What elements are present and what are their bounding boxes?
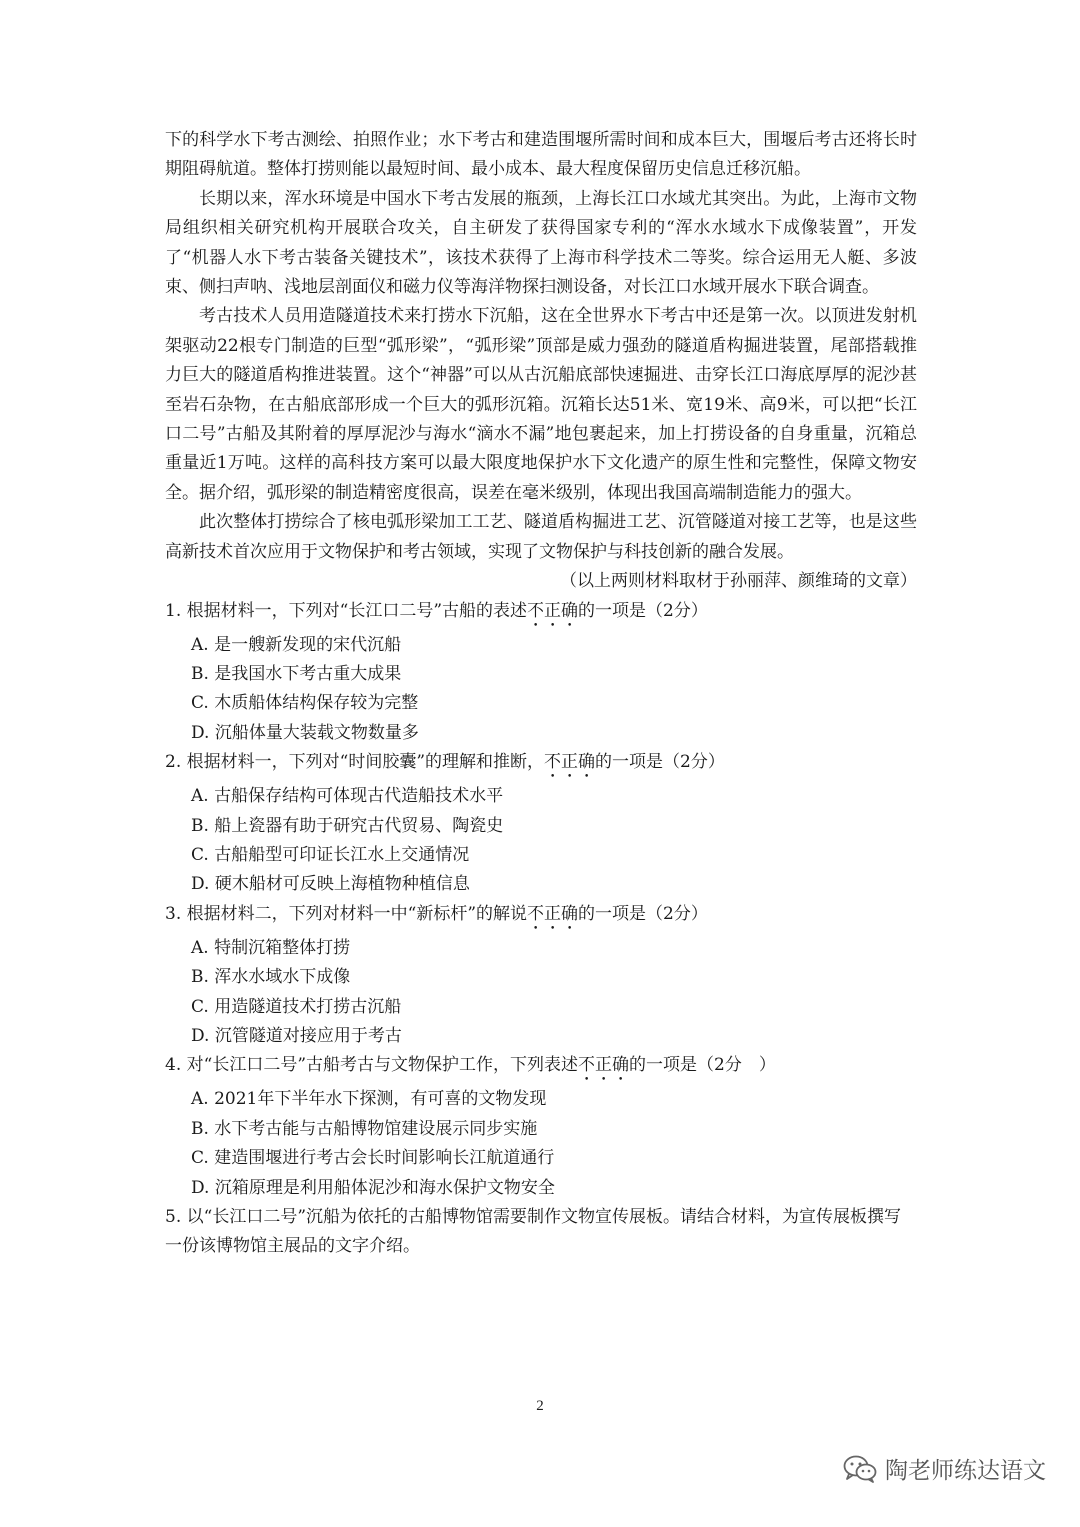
question-stem (165, 900, 917, 934)
document-body (165, 126, 917, 1262)
option-c: C. 木质船体结构保存较为完整 (191, 693, 419, 714)
question-2 (165, 748, 917, 900)
stem-text: 的一项是（2分 ） (629, 1055, 776, 1076)
question-stem: 5. 以“长江口二号”沉船为依托的古船博物馆需要制作文物宣传展板。请结合材料，为宣传展板撰写一份该博物馆主展品的文字介绍。 (165, 1207, 902, 1257)
option-a: A. 2021年下半年水下探测，有可喜的文物发现 (191, 1089, 547, 1110)
paragraph-tunnel-technique: 考古技术人员用造隧道技术来打捞水下沉船，这在全世界水下考古中还是第一次。以顶进发射机架驱动22根专门制造的巨型“弧形梁”，“弧形梁”顶部是威力强劲的隧道盾构掘进装置，尾部搭载推力巨大的隧道盾构推进装置。这个“神器”可以从古沉船底部快速掘进、击穿长江口海底厚厚的泥沙甚至岩石杂物，在古船底部形成一个巨大的弧形沉箱。沉箱长达51米、宽19米、高9米，可以把“长江口二号”古船及其附着的厚厚泥沙与海水“滴水不漏”地包裹起来，加上打捞设备的自身重量，沉箱总重量近1万吨。这样的高科技方案可以最大限度地保护水下文化遗产的原生性和完整性，保障文物安全。据介绍，弧形梁的制造精密度很高，误差在毫米级别，体现出我国高端制造能力的强大。 (165, 306, 917, 503)
option-b: B. 船上瓷器有助于研究古代贸易、陶瓷史 (191, 815, 504, 836)
stem-text: 1. 根据材料一，下列对“长江口二号”古船的表述 (165, 600, 528, 621)
paragraph-muddy-water: 长期以来，浑水环境是中国水下考古发展的瓶颈，上海长江口水域尤其突出。为此，上海市文物局组织相关研究机构开展联合攻关，自主研发了获得国家专利的“浑水水域水下成像装置”，开发了“机器人水下考古装备关键技术”，该技术获得了上海市科学技术二等奖。综合运用无人艇、多波束、侧扫声呐、浅地层剖面仪和磁力仪等海洋物探扫测设备，对长江口水域开展水下联合调查。 (165, 188, 917, 298)
question-4 (165, 1051, 917, 1203)
option-a: A. 特制沉箱整体打捞 (191, 937, 351, 958)
option-b: B. 水下考古能与古船博物馆建设展示同步实施 (191, 1118, 538, 1139)
stem-text: 的一项是（2分） (578, 903, 708, 924)
stem-text: 3. 根据材料二，下列对材料一中“新标杆”的解说 (165, 903, 528, 924)
stem-text: 4. 对“长江口二号”古船考古与文物保护工作，下列表述 (165, 1055, 579, 1076)
wechat-icon (843, 1455, 877, 1483)
option-c: C. 用造隧道技术打捞古沉船 (191, 996, 402, 1017)
stem-text: 2. 根据材料一，下列对“时间胶囊”的理解和推断， (165, 752, 545, 773)
question-1 (165, 597, 917, 749)
option-d: D. 沉箱原理是利用船体泥沙和海水保护文物安全 (191, 1177, 555, 1198)
paragraph-continued: 下的科学水下考古测绘、拍照作业；水下考古和建造围堰所需时间和成本巨大，围堰后考古还将长时期阻碍航道。整体打捞则能以最短时间、最小成本、最大程度保留历史信息迁移沉船。 (165, 130, 917, 180)
source-note: （以上两则材料取材于孙丽萍、颜维琦的文章） (560, 571, 917, 592)
stem-text: 的一项是（2分） (595, 752, 725, 773)
option-a: A. 古船保存结构可体现古代造船技术水平 (191, 786, 504, 807)
stem-text: 的一项是（2分） (578, 600, 708, 621)
option-d: D. 沉船体量大装载文物数量多 (191, 722, 419, 743)
question-stem (165, 597, 917, 631)
emphasis-text: 不正确 (527, 600, 579, 621)
option-b: B. 是我国水下考古重大成果 (191, 663, 402, 684)
question-stem (165, 748, 917, 782)
emphasis-text: 不正确 (544, 752, 596, 773)
emphasis-text: 不正确 (578, 1055, 630, 1076)
emphasis-text: 不正确 (527, 903, 579, 924)
option-b: B. 浑水水域水下成像 (191, 967, 351, 988)
page-number: 2 (536, 1398, 544, 1414)
option-c: C. 建造围堰进行考古会长时间影响长江航道通行 (191, 1148, 555, 1169)
question-5 (165, 1203, 917, 1262)
watermark (843, 1452, 1046, 1485)
question-stem (165, 1051, 917, 1085)
paragraph-integrated-salvage: 此次整体打捞综合了核电弧形梁加工工艺、隧道盾构掘进工艺、沉管隧道对接工艺等，也是这些高新技术首次应用于文物保护和考古领域，实现了文物保护与科技创新的融合发展。 (165, 512, 917, 562)
question-3 (165, 900, 917, 1052)
watermark-text: 陶老师练达语文 (885, 1458, 1046, 1484)
option-d: D. 沉管隧道对接应用于考古 (191, 1025, 402, 1046)
option-d: D. 硬木船材可反映上海植物种植信息 (191, 874, 470, 895)
option-a: A. 是一艘新发现的宋代沉船 (191, 634, 402, 655)
option-c: C. 古船船型可印证长江水上交通情况 (191, 844, 470, 865)
